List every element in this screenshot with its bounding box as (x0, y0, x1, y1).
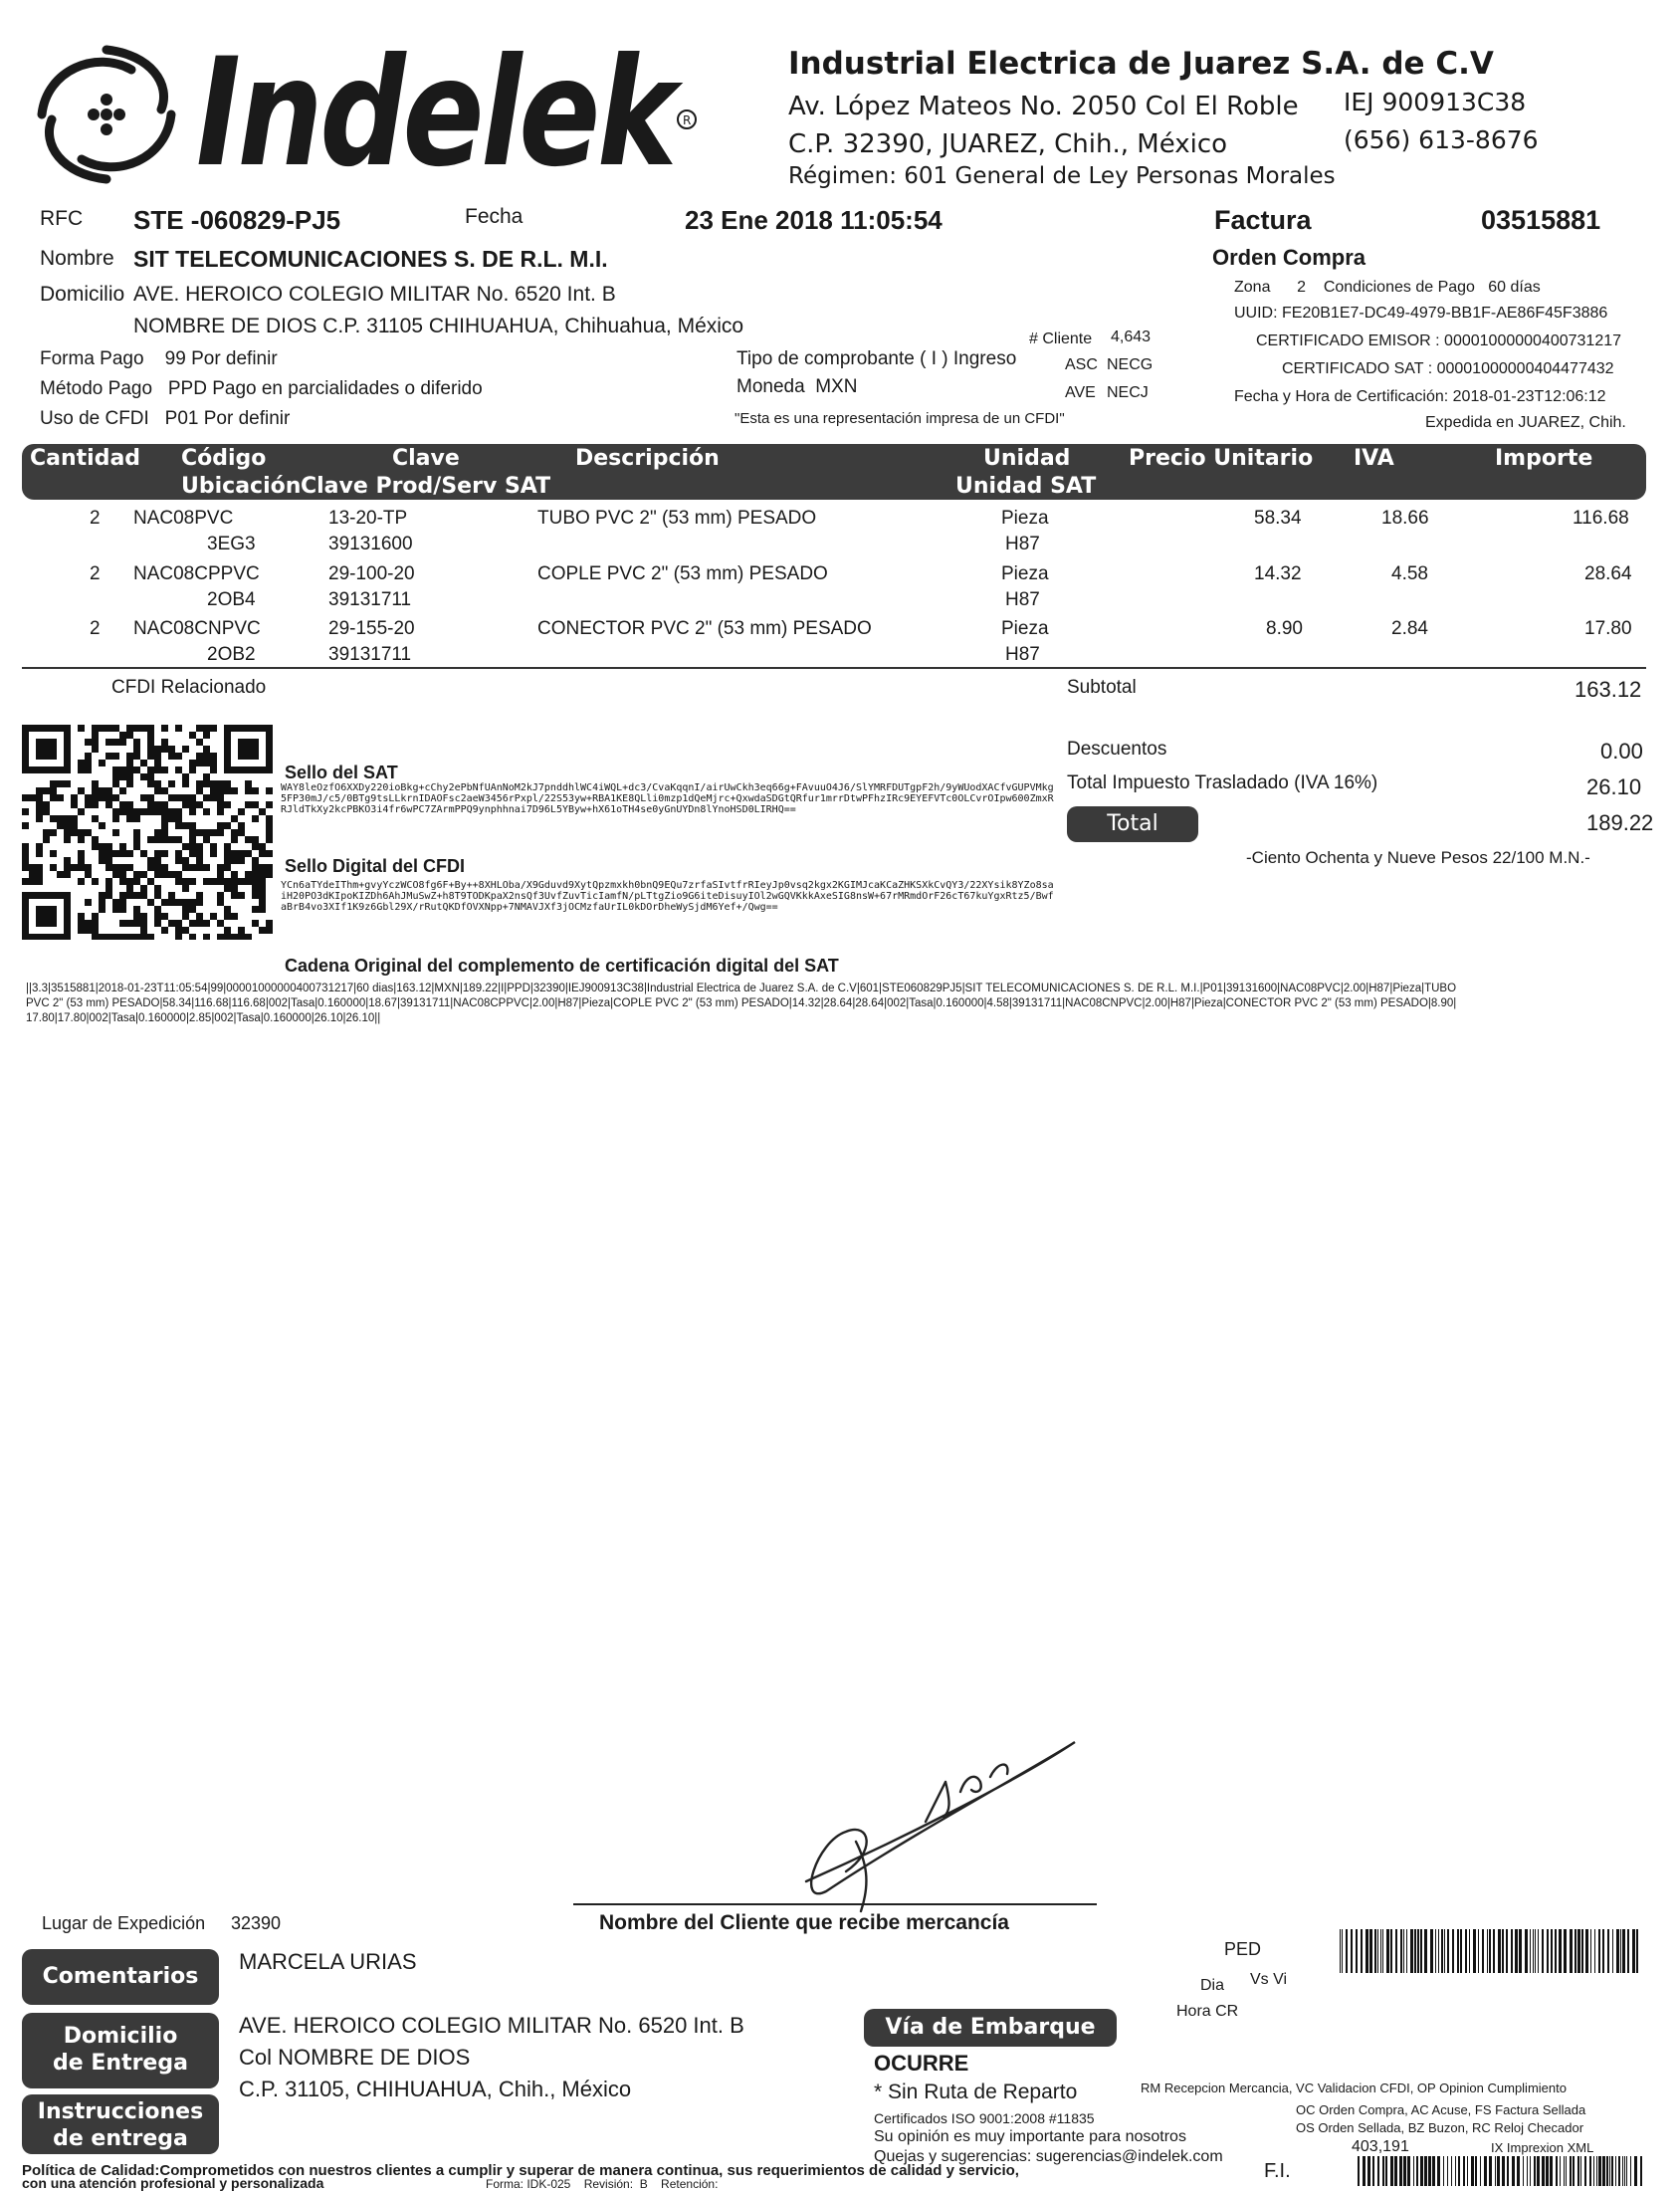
cell-codigo: NAC08PVC (133, 508, 234, 529)
opinion: Su opinión es muy importante para nosotros (874, 2128, 1186, 2145)
fi-label: F.I. (1264, 2160, 1291, 2182)
items-table-header (22, 444, 1646, 500)
cell-precio: 58.34 (1254, 508, 1302, 529)
cell-unidad: Pieza (1001, 563, 1049, 584)
entrega-domicilio-1: AVE. HEROICO COLEGIO MILITAR No. 6520 Int. B (239, 2013, 744, 2038)
politica-calidad: Política de Calidad:Comprometidos con nuestros clientes a cumplir y superar de manera continua, sus requerimientos de calidad y servicio, (22, 2162, 1019, 2179)
instrucciones-label (22, 2094, 219, 2154)
cell-precio: 14.32 (1254, 563, 1302, 584)
descuentos-value: 0.00 (1600, 739, 1643, 764)
signature (776, 1722, 1135, 1921)
cell-precio: 8.90 (1266, 618, 1303, 639)
nombre-label: Nombre (40, 247, 114, 270)
necj: NECJ (1107, 384, 1149, 401)
company-name: Industrial Electrica de Juarez S.A. de C.V (788, 46, 1494, 82)
company-address-1: Av. López Mateos No. 2050 Col El Roble (788, 92, 1299, 121)
doc-number: 403,191 (1352, 2138, 1409, 2155)
cell-clave-sat: 39131600 (328, 534, 413, 554)
company-phone: (656) 613-8676 (1344, 125, 1539, 154)
qr-code (22, 725, 273, 940)
subtotal-label: Subtotal (1067, 677, 1137, 698)
svg-text:Indelek: Indelek (196, 30, 684, 199)
cert-emisor: CERTIFICADO EMISOR : 00001000000400731217 (1256, 332, 1622, 349)
factura-label: Factura (1214, 205, 1312, 235)
cell-unidad-sat: H87 (1005, 644, 1040, 665)
comentarios-label: Comentarios (22, 1949, 219, 2005)
ped-label: PED (1224, 1939, 1262, 1959)
necg: NECG (1107, 356, 1154, 373)
cell-ubicacion: 3EG3 (207, 534, 256, 554)
representacion: "Esta es una representación impresa de un CFDI" (735, 410, 1065, 427)
zona-condiciones: Zona 2 Condiciones de Pago 60 días (1234, 279, 1541, 296)
sello-cfdi-label: Sello Digital del CFDI (285, 856, 466, 876)
col-importe: Importe (1495, 446, 1593, 471)
entrega-domicilio-3: C.P. 31105, CHIHUAHUA, Chih., México (239, 2077, 632, 2101)
company-rfc: IEJ 900913C38 (1344, 88, 1527, 116)
vs-vi-label: Vs Vi (1250, 1971, 1288, 1988)
col-ubicacion: Ubicación (181, 474, 302, 499)
asc: ASC (1065, 356, 1098, 373)
col-precio: Precio Unitario (1129, 446, 1314, 471)
cell-cantidad: 2 (90, 618, 101, 639)
via-embarque-label: Vía de Embarque (864, 2009, 1117, 2047)
cell-unidad: Pieza (1001, 618, 1049, 639)
cell-clave-sat: 39131711 (328, 644, 412, 665)
cliente-num-label: # Cliente (1029, 330, 1093, 347)
cell-codigo: NAC08CNPVC (133, 618, 261, 639)
ix-legend: IX Imprexion XML (1491, 2140, 1594, 2155)
col-codigo: Código (181, 446, 267, 471)
fecha-certificacion: Fecha y Hora de Certificación: 2018-01-23T12:06:12 (1234, 388, 1606, 405)
col-descripcion: Descripción (575, 446, 720, 471)
politica-calidad-2: con una atención profesional y personalizada (22, 2175, 324, 2191)
cadena-label: Cadena Original del complemento de certificación digital del SAT (285, 956, 839, 976)
cell-importe: 17.80 (1584, 618, 1632, 639)
sello-sat-label: Sello del SAT (285, 763, 398, 782)
col-iva: IVA (1354, 446, 1394, 471)
uuid: UUID: FE20B1E7-DC49-4979-BB1F-AE86F45F3886 (1234, 305, 1608, 322)
cell-clave: 29-100-20 (328, 563, 415, 584)
certificados: Certificados ISO 9001:2008 #11835 (874, 2110, 1095, 2126)
cell-codigo: NAC08CPPVC (133, 563, 260, 584)
cell-cantidad: 2 (90, 508, 101, 529)
expedida-en: Expedida en JUAREZ, Chih. (1425, 414, 1626, 431)
comentarios-value: MARCELA URIAS (239, 1949, 417, 1974)
sello-sat-text: WAY8leOzfO6XXDy220ioBkg+cChy2ePbNfUAnNoM2kJ7pnddhlWC4iWQL+dc3/CvaKqqnI/airUwCkh3eq66g+FAvuuO4J6/SlYMRFDUTgpF2h/9yWUodXACfvGUPVMkg5FP30mJ/c5/0BTg9tsLLkrnIDAOFsc2aeW3456rPxpl/22S53yw+RBA1KE8QLli0mzp1dQeMjrc+QxwdaSDGtQRfur1mrrDtwPFhzIRc9EYEFVTc0OLCvrOIpw600ZmxRRJldTkXy2kcPBKO3i4fr6wPC7ZArmPPQ9ynphhnai7D96L5YByw+hX61oTH4se0yGnUYDn8lYnoHSD0LIRHQ== (281, 782, 1054, 815)
client-domicilio-2: NOMBRE DE DIOS C.P. 31105 CHIHUAHUA, Chihuahua, México (133, 315, 744, 337)
cell-iva: 18.66 (1381, 508, 1429, 529)
instrucciones-label-2: de entrega (53, 2126, 188, 2151)
domicilio-entrega-label (22, 2013, 219, 2088)
cell-descripcion: CONECTOR PVC 2" (53 mm) PESADO (537, 618, 872, 639)
moneda: Moneda MXN (736, 376, 858, 397)
cell-importe: 28.64 (1584, 563, 1632, 584)
cell-clave: 29-155-20 (328, 618, 415, 639)
client-rfc: STE -060829-PJ5 (133, 205, 341, 235)
total-label: Total (1067, 806, 1198, 842)
ocurre: OCURRE (874, 2051, 969, 2076)
forma-revision: Forma: IDK-025 Revisión: B Retención: (486, 2177, 719, 2191)
impuesto-label: Total Impuesto Trasladado (IVA 16%) (1067, 772, 1378, 793)
sello-cfdi-text: YCn6aTYdeIThm+gvyYczWCO8fg6F+By++8XHLOba/X9Gduvd9XytQpzmxkh0bnQ9EQu7zrfaSIvtfrRIeyJp0vsq2kgx2KGIMJcaKCaZHKSXkCvQY3/22XYsik8YZo8saiH20PO3dKIpoKIZDh6AhJMuSwZ+h8T9TODKpaX2nsQf3UvfZuvTicIamfN/pLTtgZio9G6iteDisuyIOl2wGQVKkkAxeSIG8nsW+67rMRmdOrF26cT67kuYgxRtz5/BwfaBrB4vo3XIf1K9z6Gbl29X/rRutQKDfOVXNpp+7NMAVJXf3jOCMzfaUrIL0kDOrDheWySjdM6Yef+/Qwg== (281, 880, 1054, 913)
oc-legend: OC Orden Compra, AC Acuse, FS Factura Sellada (1296, 2102, 1586, 2117)
quejas: Quejas y sugerencias: sugerencias@indelek.com (874, 2148, 1223, 2165)
recibe-label: Nombre del Cliente que recibe mercancía (599, 1911, 1009, 1934)
col-clave: Clave (392, 446, 460, 471)
sin-ruta: * Sin Ruta de Reparto (874, 2081, 1078, 2103)
fecha-label: Fecha (465, 205, 524, 228)
subtotal-value: 163.12 (1575, 677, 1642, 702)
cert-sat: CERTIFICADO SAT : 00001000000404477432 (1282, 360, 1614, 377)
cfdi-relacionado: CFDI Relacionado (111, 677, 267, 698)
cliente-num: 4,643 (1111, 329, 1152, 345)
tipo-comprobante: Tipo de comprobante ( I ) Ingreso (736, 348, 1017, 369)
entrega-domicilio-2: Col NOMBRE DE DIOS (239, 2045, 471, 2070)
signature-line (573, 1903, 1097, 1905)
barcode-top (1340, 1929, 1638, 1973)
cell-iva: 2.84 (1391, 618, 1428, 639)
os-legend: OS Orden Sellada, BZ Buzon, RC Reloj Checador (1296, 2120, 1584, 2135)
cell-descripcion: COPLE PVC 2" (53 mm) PESADO (537, 563, 828, 584)
cell-importe: 116.68 (1573, 508, 1629, 529)
uso-cfdi: Uso de CFDI P01 Por definir (40, 408, 291, 429)
cell-descripcion: TUBO PVC 2" (53 mm) PESADO (537, 508, 817, 529)
company-regimen: Régimen: 601 General de Ley Personas Morales (788, 163, 1336, 189)
orden-compra-label: Orden Compra (1212, 245, 1366, 270)
lugar-label: Lugar de Expedición (42, 1913, 206, 1933)
forma-pago: Forma Pago 99 Por definir (40, 348, 278, 369)
cell-clave-sat: 39131711 (328, 589, 412, 610)
descuentos-label: Descuentos (1067, 739, 1167, 760)
col-unidad: Unidad (983, 446, 1071, 471)
cell-unidad-sat: H87 (1005, 534, 1040, 554)
barcode-bottom (1358, 2156, 1642, 2186)
domicilio-entrega-label-1: Domicilio (63, 2024, 178, 2049)
impuesto-value: 26.10 (1586, 774, 1642, 799)
svg-text:R: R (683, 113, 692, 127)
domicilio-entrega-label-2: de Entrega (53, 2051, 188, 2076)
hora-cr-label: Hora CR (1176, 2003, 1239, 2020)
rfc-label: RFC (40, 207, 84, 230)
cell-clave: 13-20-TP (328, 508, 408, 529)
rm-legend: RM Recepcion Mercancia, VC Validacion CFDI, OP Opinion Cumplimiento (1141, 2081, 1567, 2095)
total-value: 189.22 (1586, 810, 1654, 835)
cell-ubicacion: 2OB2 (207, 644, 256, 665)
client-nombre: SIT TELECOMUNICACIONES S. DE R.L. M.I. (133, 246, 608, 272)
fecha-value: 23 Ene 2018 11:05:54 (685, 205, 943, 235)
col-cantidad: Cantidad (30, 446, 141, 471)
instrucciones-label-1: Instrucciones (37, 2099, 204, 2124)
table-divider (22, 667, 1646, 669)
factura-number: 03515881 (1481, 205, 1601, 235)
ave: AVE (1065, 384, 1096, 401)
importe-letra: -Ciento Ochenta y Nueve Pesos 22/100 M.N.- (1246, 848, 1590, 867)
col-unidad-sat: Unidad SAT (955, 474, 1097, 499)
domicilio-label: Domicilio (40, 283, 125, 306)
metodo-pago: Método Pago PPD Pago en parcialidades o diferido (40, 378, 483, 399)
cell-ubicacion: 2OB4 (207, 589, 256, 610)
company-logo (22, 30, 699, 199)
company-address-2: C.P. 32390, JUAREZ, Chih., México (788, 129, 1228, 159)
client-domicilio-1: AVE. HEROICO COLEGIO MILITAR No. 6520 Int. B (133, 283, 616, 306)
cell-iva: 4.58 (1391, 563, 1428, 584)
lugar-value: 32390 (231, 1913, 282, 1933)
cell-unidad: Pieza (1001, 508, 1049, 529)
cell-unidad-sat: H87 (1005, 589, 1040, 610)
col-clave-prod: Clave Prod/Serv SAT (301, 474, 551, 499)
cell-cantidad: 2 (90, 563, 101, 584)
cadena-text: ||3.3|3515881|2018-01-23T11:05:54|99|00001000000400731217|60 dias|163.12|MXN|189.22|I|PPD|32390|IEJ900913C38|Industrial Electrica de Juarez S.A. de C.V|601|STE060829PJ5|SIT TELECOMUNICACIONES S. DE R.L. M.I.|P01|39131600|NAC08PVC|2.00|H87|Pieza|TUBO PVC 2" (53 mm) PESADO|58.34|116.68|116.68|002|Tasa|0.160000|18.67|39131711|NAC08CPPVC|2.00|H87|Pieza|COPLE PVC 2" (53 mm) PESADO|14.32|28.64|28.64|002|Tasa|0.160000|4.58|39131711|NAC08CNPVC|2.00|H87|Pieza|CONECTOR PVC 2" (53 mm) PESADO|8.90|17.80|17.80|002|Tasa|0.160000|2.85|002|Tasa|0.160000|26.10|26.10|| (26, 983, 1457, 1024)
dia-label: Dia (1200, 1977, 1225, 1994)
